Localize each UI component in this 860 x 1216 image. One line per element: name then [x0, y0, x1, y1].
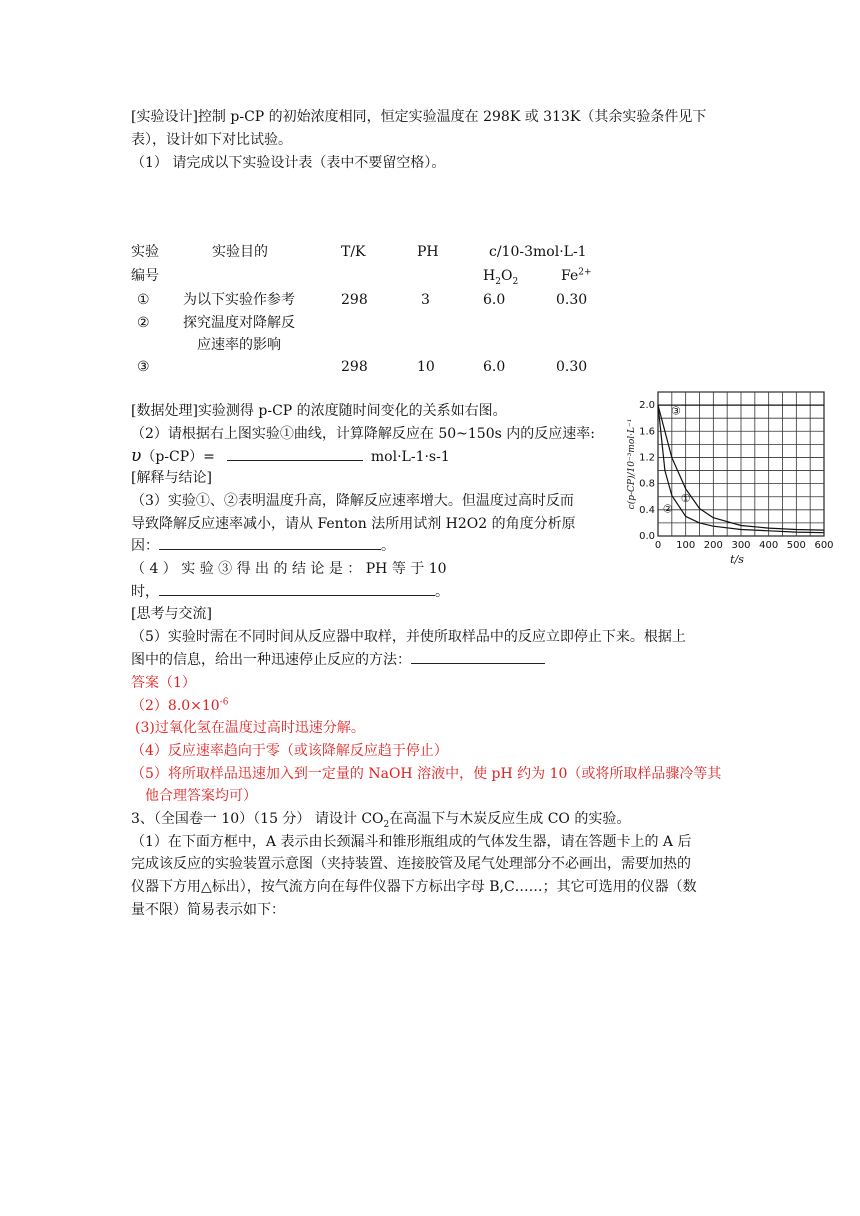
- x-tick-label: 300: [731, 540, 751, 551]
- intro-line-2: 表），设计如下对比试验。: [131, 132, 292, 148]
- think-title: [思考与交流]: [131, 606, 212, 622]
- question-5-line-1: （5）实验时需在不同时间从反应器中取样，并使所取样品中的反应立即停止下来。根据上: [131, 629, 686, 645]
- question-3-part-1-line-2: 完成该反应的实验装置示意图（夹持装置、连接胶管及尾气处理部分不必画出，需要加热的: [131, 856, 691, 872]
- row-2-purpose: 探究温度对降解反: [183, 315, 295, 331]
- header-fe: $Fe^{2+}$: [561, 267, 592, 284]
- answer-5-line-1: （5）将所取样品迅速加入到一定量的 NaOH 溶液中，使 pH 约为 10（或将所取样品骤冷等其: [131, 766, 722, 782]
- data-title: [数据处理]实验测得 p-CP 的浓度随时间变化的关系如右图。: [131, 403, 507, 419]
- header-purpose: 实验目的: [212, 244, 268, 260]
- row-1-purpose: 为以下实验作参考: [183, 292, 295, 308]
- question-4-line-2: 时， 。: [131, 581, 449, 603]
- y-tick-label: 1.2: [639, 452, 655, 464]
- row-3-no: ③: [137, 359, 150, 375]
- row-1-h2o2: 6.0: [483, 292, 506, 308]
- row-1-tk: 298: [341, 292, 368, 308]
- question-3-line-2: 导致降解反应速率减小，请从 Fenton 法所用试剂 H2O2 的角度分析原: [131, 516, 576, 532]
- question-2: （2）请根据右上图实验①曲线，计算降解反应在 50~150s 内的反应速率:: [131, 426, 595, 442]
- row-3-h2o2: 6.0: [483, 359, 506, 375]
- y-tick-label: 1.6: [639, 426, 655, 438]
- header-h2o2: $H_2O_2$: [483, 268, 519, 287]
- row-3-fe: 0.30: [556, 359, 588, 375]
- x-tick-label: 0: [654, 540, 662, 551]
- row-1-no: ①: [137, 292, 150, 308]
- v-symbol: υ: [131, 446, 142, 466]
- row-3-ph: 10: [417, 359, 435, 375]
- header-conc: c/10-3mol·L-1: [489, 244, 587, 260]
- x-axis-label: t/s: [730, 553, 744, 566]
- question-3-line-1: （3）实验①、②表明温度升高，降解反应速率增大。但温度过高时反而: [131, 493, 574, 509]
- question-3-part-1-line-3: 仪器下方用△标出），按气流方向在每件仪器下方标出字母 B,C……；其它可选用的仪器（数: [131, 879, 697, 895]
- header-ph: PH: [417, 244, 439, 260]
- rate-blank[interactable]: [227, 446, 363, 461]
- y-tick-label: 2.0: [639, 400, 655, 412]
- row-1-ph: 3: [421, 292, 430, 308]
- header-no-2: 编号: [131, 268, 159, 284]
- chart-svg: [620, 386, 840, 576]
- header-no: 实验: [131, 244, 159, 260]
- y-tick-label: 0.8: [639, 478, 655, 490]
- question-3-part-1-line-4: 量不限）简易表示如下：: [131, 902, 285, 918]
- q5-blank[interactable]: [411, 649, 545, 664]
- question-5-line-2: 图中的信息，给出一种迅速停止反应的方法：: [131, 649, 545, 671]
- question-3-part-1-line-1: （1）在下面方框中，A 表示由长颈漏斗和锥形瓶组成的气体发生器，请在答题卡上的 A 后: [131, 834, 692, 850]
- row-2-no: ②: [137, 315, 150, 331]
- x-tick-label: 200: [703, 540, 723, 551]
- answer-1: 答案（1）: [131, 675, 196, 691]
- answer-5-line-2: 他合理答案均可）: [145, 788, 257, 804]
- x-tick-label: 500: [786, 540, 806, 551]
- v-label: （p-CP）=: [141, 449, 215, 465]
- series-label: ③: [671, 404, 681, 418]
- x-tick-label: 400: [759, 540, 779, 551]
- series-label: ①: [680, 492, 691, 506]
- q3-blank[interactable]: [159, 535, 381, 550]
- intro-line-1: [实验设计]控制 p-CP 的初始浓度相同，恒定实验温度在 298K 或 313K（其余实验条件见下: [131, 109, 707, 125]
- question-1: （1） 请完成以下实验设计表（表中不要留空格）。: [131, 155, 446, 171]
- q4-blank[interactable]: [159, 581, 435, 596]
- series-label: ②: [662, 502, 673, 516]
- header-tk: T/K: [341, 244, 366, 260]
- question-3-line-3: 因： 。: [131, 535, 395, 557]
- question-3-header: 3、（全国卷一 10）（15 分） 请设计 $CO_2$在高温下与木炭反应生成 CO 的实验。: [131, 811, 631, 830]
- answer-3: (3)过氧化氢在温度过高时迅速分解。: [135, 720, 365, 736]
- rate-line: [131, 445, 450, 468]
- v-unit: mol·L-1·s-1: [370, 449, 450, 465]
- answer-2: $(2)8.0\times 10^{-6}$: [131, 697, 229, 714]
- y-tick-label: 0.0: [639, 531, 655, 542]
- row-1-fe: 0.30: [556, 292, 588, 308]
- y-tick-label: 0.4: [639, 504, 655, 516]
- row-3-tk: 298: [341, 359, 368, 375]
- question-4-line-1: （ 4 ） 实 验 ③ 得 出 的 结 论 是 ： PH 等 于 10: [131, 561, 447, 577]
- answer-4: （4）反应速率趋向于零（或该降解反应趋于停止）: [131, 743, 448, 759]
- concentration-chart: [620, 386, 840, 576]
- y-axis-label: c(p-CP)/10⁻³mol·L⁻¹: [627, 418, 637, 510]
- row-2-purpose-2: 应速率的影响: [197, 337, 281, 353]
- conclusion-title: [解释与结论]: [131, 470, 212, 486]
- x-tick-label: 100: [676, 540, 696, 551]
- x-tick-label: 600: [814, 540, 834, 551]
